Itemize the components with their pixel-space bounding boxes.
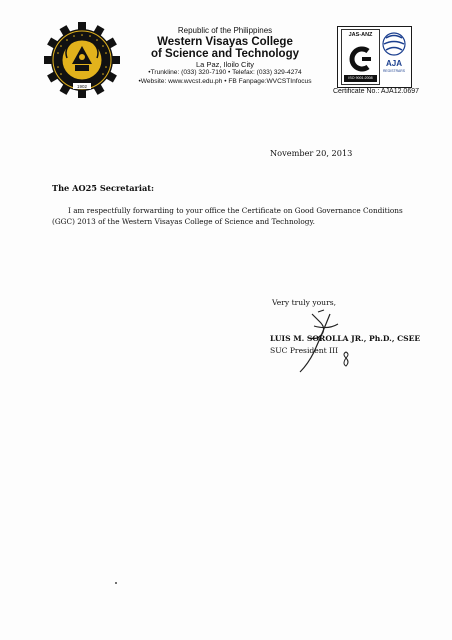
aja-label: AJA [385, 59, 402, 68]
college-seal-logo [44, 22, 120, 98]
aja-sublabel: REGISTRARS [382, 69, 406, 73]
iso-label: ISO 9001:2008 [344, 75, 377, 82]
page-speck [115, 582, 117, 584]
body-paragraph [52, 205, 404, 227]
jas-anz-mark [341, 29, 380, 85]
seal-year: 1902 [76, 83, 88, 89]
contact-web: •Website: www.wvcst.edu.ph • FB Fanpage:WVCSTInfocus [138, 77, 312, 85]
certification-c-icon [342, 39, 379, 79]
closing: Very truly yours, [272, 298, 337, 307]
aja-mark [380, 29, 408, 83]
letter-date: November 20, 2013 [270, 148, 353, 158]
school-address: La Paz, Iloilo City [196, 60, 254, 69]
school-name-line2: of Science and Technology [150, 48, 300, 60]
certification-badge [337, 26, 412, 88]
jas-anz-label: JAS-ANZ [348, 32, 373, 38]
salutation: The AO25 Secretariat: [52, 183, 155, 193]
republic-line: Republic of the Philippines [177, 26, 273, 35]
signer-title: SUC President III [270, 346, 339, 355]
certificate-number: Certificate No.: AJA12.0697 [333, 88, 419, 95]
body-text: I am respectfully forwarding to your office the Certificate on Good Governance Conditions (GGC) 2013 of the Western Visayas College of Science and Technology. [52, 206, 403, 226]
signer-name: LUIS M. SOROLLA JR., Ph.D., CSEE [270, 334, 421, 343]
contact-phones: •Trunkline: (033) 320-7190 • Telefax: (033) 329-4274 [148, 69, 302, 76]
school-name-line1: Western Visayas College [157, 36, 293, 48]
letterhead [118, 26, 332, 86]
aja-globe-icon [380, 29, 408, 59]
